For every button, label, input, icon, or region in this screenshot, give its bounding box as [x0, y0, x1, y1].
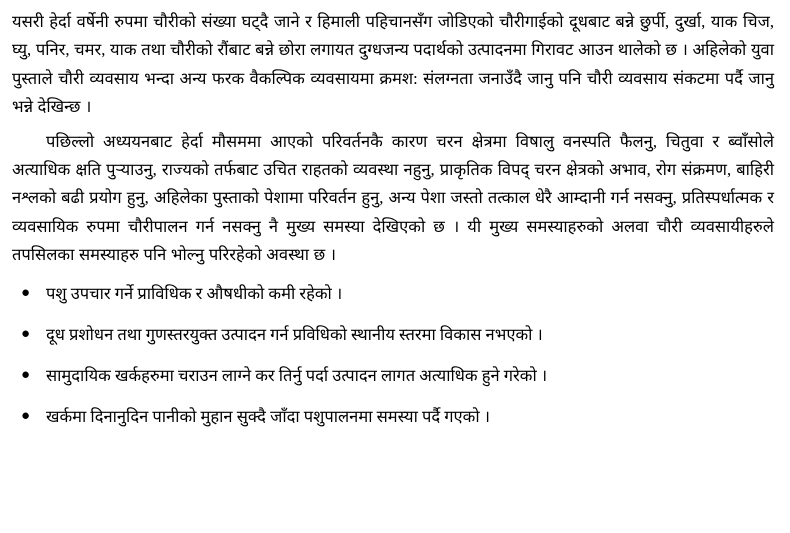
list-item	[12, 281, 774, 308]
list-item-text: सामुदायिक खर्कहरुमा चराउन लाग्ने कर तिर्नु पर्दा उत्पादन लागत अत्याधिक हुने गरेको ।	[46, 365, 548, 385]
list-item-text: दूध प्रशोधन तथा गुणस्तरयुक्त उत्पादन गर्न प्रविधिको स्थानीय स्तरमा विकास नभएको ।	[46, 325, 543, 345]
bullet-marker-icon: ●	[20, 407, 30, 424]
list-item	[12, 404, 774, 431]
paragraph-1: यसरी हेर्दा वर्षेनी रुपमा चौरीको संख्या घट्दै जाने र हिमाली पहिचानसँग जोडिएको चौरीगाईको दूधबाट बन्ने छुर्पी, दुर्खा, याक चिज, घ्यु, पनिर, चमर, याक तथा चौरीको रौंबाट बन्ने छोरा लगायत दुग्धजन्य पदार्थको उत्पादनमा गिरावट आउन थालेको छ । अहिलेको युवा पुस्ताले चौरी व्यवसाय भन्दा अन्य फरक वैकल्पिक व्यवसायमा क्रमश: संलग्नता जनाउँदै जानु पनि चौरी व्यवसाय संकटमा पर्दै जानु भन्ने देखिन्छ ।	[12, 12, 774, 117]
bullet-marker-icon: ●	[20, 285, 30, 302]
bullet-marker-icon: ●	[20, 366, 30, 383]
list-item-text: पशु उपचार गर्ने प्राविधिक र औषधीको कमी रहेको ।	[46, 284, 343, 304]
list-item	[12, 363, 774, 390]
paragraph-2: पछिल्लो अध्ययनबाट हेर्दा मौसममा आएको परिवर्तनकै कारण चरन क्षेत्रमा विषालु वनस्पति फैलनु, चितुवा र ब्वाँसोले अत्याधिक क्षति पुऱ्याउनु, राज्यको तर्फबाट उचित राहतको व्यवस्था नहुनु, प्राकृतिक विपद् चरन क्षेत्रको अभाव, रोग संक्रमण, बाहिरी नश्लको बढी प्रयोग हुनु, अहिलेका पुस्ताको पेशामा परिवर्तन हुनु, अन्य पेशा जस्तो तत्काल धेरै आम्दानी गर्न नसक्नु, प्रतिस्पर्धात्मक र व्यवसायिक रुपमा चौरीपालन गर्न नसक्नु नै मुख्य समस्या देखिएको छ । यी मुख्य समस्याहरुको अलवा चौरी व्यवसायीहरुले तपसिलका समस्याहरु पनि भोल्नु परिरहेको अवस्था छ ।	[12, 131, 774, 264]
list-item-text: खर्कमा दिनानुदिन पानीको मुहान सुक्दै जाँदा पशुपालनमा समस्या पर्दै गएको ।	[46, 406, 490, 426]
bullet-list	[12, 281, 774, 430]
list-item	[12, 322, 774, 349]
bullet-marker-icon: ●	[20, 326, 30, 343]
